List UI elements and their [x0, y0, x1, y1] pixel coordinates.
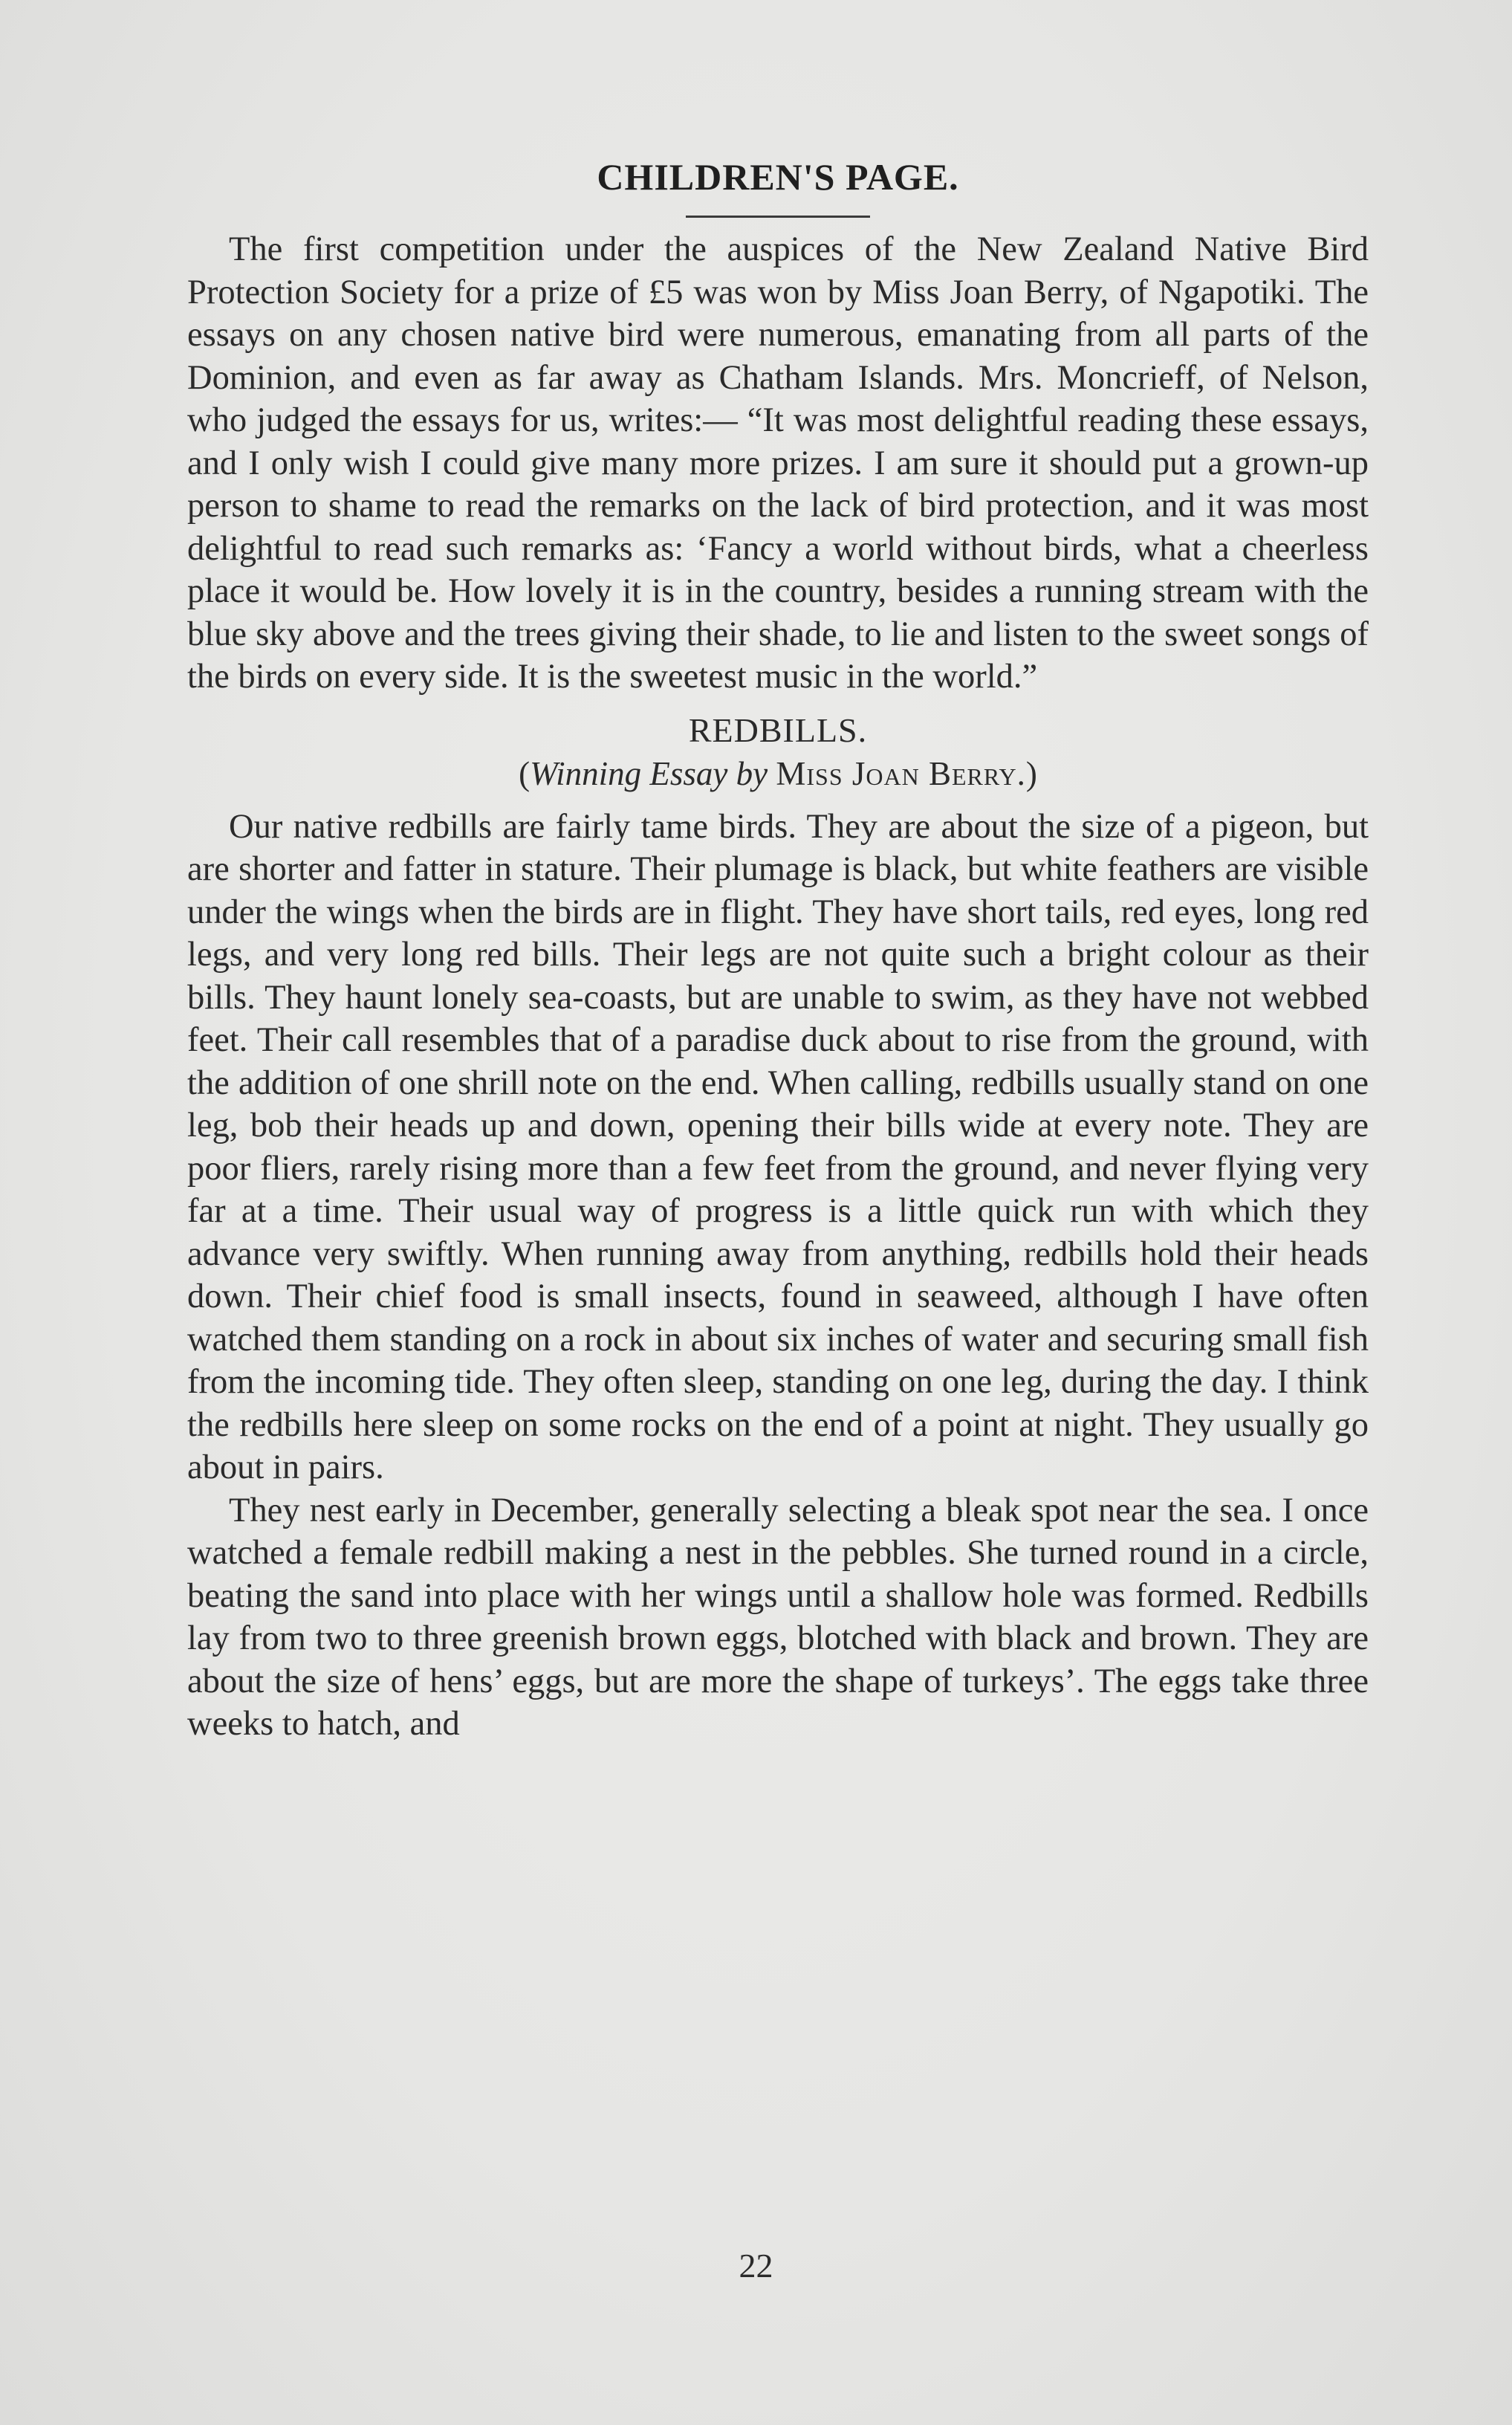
- essay-paragraph-2: They nest early in December, generally selecting a bleak spot near the sea. I once watched a female redbill making a nest in the pebbles. She turned round in a circle, beating the sand into place with her wings until a shallow hole was formed. Redbills lay from two to three greenish brown eggs, blotched with black and brown. They are about the size of hens’ eggs, but are more the shape of turkeys’. The eggs take three weeks to hatch, and: [187, 1491, 1369, 1743]
- page-number: 22: [739, 2247, 773, 2285]
- essay-heading: REDBILLS.: [688, 710, 868, 749]
- byline-italic: Winning Essay by: [530, 754, 768, 792]
- byline-author: Miss Joan Berry.: [776, 754, 1026, 792]
- byline-close-paren: ): [1025, 754, 1037, 792]
- title-divider: [686, 216, 870, 218]
- byline-open-paren: (: [519, 754, 531, 792]
- page-content: [187, 155, 1369, 1746]
- page-title: CHILDREN'S PAGE.: [597, 156, 959, 198]
- intro-paragraph: The first competition under the auspices of the New Zealand Native Bird Protection Society for a prize of £5 was won by Miss Joan Berry, of Ngapotiki. The essays on any chosen native bird were numerous, emanating from all parts of the Dominion, and even as far away as Chatham Islands. Mrs. Moncrieff, of Nelson, who judged the essays for us, writes:— “It was most delightful reading these essays, and I only wish I could give many more prizes. I am sure it should put a grown-up person to shame to read the remarks on the lack of bird protection, and it was most delightful to read such remarks as: ‘Fancy a world without birds, what a cheerless place it would be. How lovely it is in the country, besides a running stream with the blue sky above and the trees giving their shade, to lie and listen to the sweet songs of the birds on every side. It is the sweetest music in the world.”: [187, 230, 1369, 696]
- essay-byline: [187, 752, 1369, 795]
- essay-paragraph-1: Our native redbills are fairly tame birds. They are about the size of a pigeon, but are shorter and fatter in stature. Their plumage is black, but white feathers are visible under the wings when the birds are in flight. They have short tails, red eyes, long red legs, and very long red bills. Their legs are not quite such a bright colour as their bills. They haunt lonely sea-coasts, but are unable to swim, as they have not webbed feet. Their call resembles that of a paradise duck about to rise from the ground, with the addition of one shrill note on the end. When calling, redbills usually stand on one leg, bob their heads up and down, opening their bills wide at every note. They are poor fliers, rarely rising more than a few feet from the ground, and never flying very far at a time. Their usual way of progress is a little quick run with which they advance very swiftly. When running away from anything, redbills hold their heads down. Their chief food is small insects, found in seaweed, although I have often watched them standing on a rock in about six inches of water and securing small fish from the incoming tide. They often sleep, standing on one leg, during the day. I think the redbills here sleep on some rocks on the end of a point at night. They usually go about in pairs.: [187, 807, 1369, 1486]
